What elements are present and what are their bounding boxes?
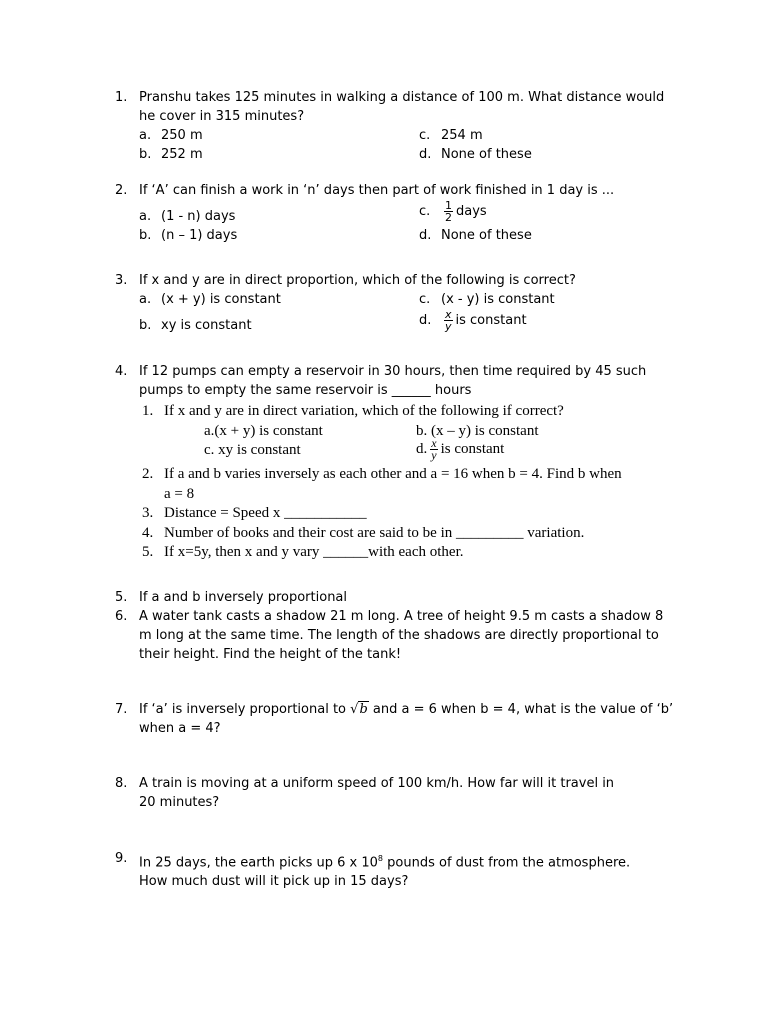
option-d: d. None of these <box>419 228 532 243</box>
question-text-line2: 20 minutes? <box>139 795 220 810</box>
option-a: a. (1 - n) days <box>139 209 236 224</box>
question-3 <box>115 271 675 339</box>
option-a: a. (x + y) is constant <box>139 292 281 307</box>
question-number: 5. <box>115 590 128 605</box>
question-6 <box>115 607 675 664</box>
option-a: a. 250 m <box>139 128 203 143</box>
option-b: b. 252 m <box>139 147 203 162</box>
fraction-x-over-y: $\frac{x}{y}$ <box>431 436 437 462</box>
question-text: If 12 pumps can empty a reservoir in 30 hours, then time required by 45 such pumps to empty the same reservoir is ______ hours <box>139 364 647 398</box>
option-d: d. $\frac{x}{y}$ is constant <box>419 308 527 333</box>
fraction-one-half: $\frac{1}{2}$ <box>445 199 452 224</box>
question-text: If a and b inversely proportional <box>139 590 348 605</box>
inset-options-cd: c. xy is constant d. $\frac{x}{y}$ is constant <box>204 436 505 462</box>
option-c: c. 254 m <box>419 128 483 143</box>
question-2 <box>115 181 675 245</box>
question-text: If ‘A’ can finish a work in ‘n’ days then part of work finished in 1 day is ... <box>139 183 615 198</box>
question-text: Pranshu takes 125 minutes in walking a distance of 100 m. What distance would he cover in 315 minutes? <box>139 90 665 124</box>
inset-options-ab: a.(x + y) is constant b. (x – y) is constant <box>204 422 539 439</box>
inset-item-2: 2. If a and b varies inversely as each other and a = 16 when b = 4. Find b when <box>142 466 622 482</box>
inset-item-3: 3. Distance = Speed x ___________ <box>142 505 367 521</box>
question-7 <box>115 700 675 738</box>
option-c: c. $\frac{1}{2}$ days <box>419 199 487 224</box>
question-9 <box>115 849 675 891</box>
options-row <box>139 145 675 164</box>
question-text: A water tank casts a shadow 21 m long. A tree of height 9.5 m casts a shadow 8 m long at the same time. The length of the shadows are directly proportional to their height. Find the height of the tank! <box>139 609 664 662</box>
exponent: 8 <box>377 854 384 863</box>
options-row <box>139 226 675 245</box>
question-number: 1. <box>115 90 128 105</box>
question-number: 9. <box>115 851 128 866</box>
inset-item-4: 4. Number of books and their cost are said to be in _________ variation. <box>142 524 585 541</box>
embedded-question-image <box>142 402 682 563</box>
question-number: 7. <box>115 702 128 717</box>
question-number: 2. <box>115 183 128 198</box>
option-b: b. xy is constant <box>139 318 252 333</box>
question-text: A train is moving at a uniform speed of 100 km/h. How far will it travel in <box>139 776 615 791</box>
question-5 <box>115 588 675 607</box>
option-c: c. (x - y) is constant <box>419 292 555 307</box>
question-8 <box>115 774 675 812</box>
question-number: 8. <box>115 776 128 791</box>
options-row <box>139 290 675 309</box>
fraction-x-over-y: $\frac{x}{y}$ <box>445 308 452 333</box>
inset-item-5: 5. If x=5y, then x and y vary ______with each other. <box>142 544 464 560</box>
question-4 <box>115 362 675 400</box>
inset-item-2-cont: a = 8 <box>164 485 195 502</box>
question-1 <box>115 88 675 164</box>
options-row <box>139 126 675 145</box>
option-d: d. None of these <box>419 147 532 162</box>
option-b: b. (n – 1) days <box>139 228 238 243</box>
options-row <box>139 309 675 339</box>
square-root-b: √b <box>350 702 368 717</box>
question-text: In 25 days, the earth picks up 6 x $10^8$ pounds of dust from the atmosphere. <box>139 854 631 871</box>
options-row <box>139 200 675 226</box>
question-text: If ‘a’ is inversely proportional to √b and a = 6 when b = 4, what is the value of ‘b’ when a = 4? <box>139 702 674 736</box>
question-text-line2: How much dust will it pick up in 15 days? <box>139 874 409 890</box>
question-number: 4. <box>115 364 128 379</box>
question-number: 6. <box>115 609 128 624</box>
question-text: If x and y are in direct proportion, which of the following is correct? <box>139 273 576 288</box>
question-number: 3. <box>115 273 128 288</box>
inset-item-1: 1. If x and y are in direct variation, which of the following if correct? <box>142 403 564 419</box>
